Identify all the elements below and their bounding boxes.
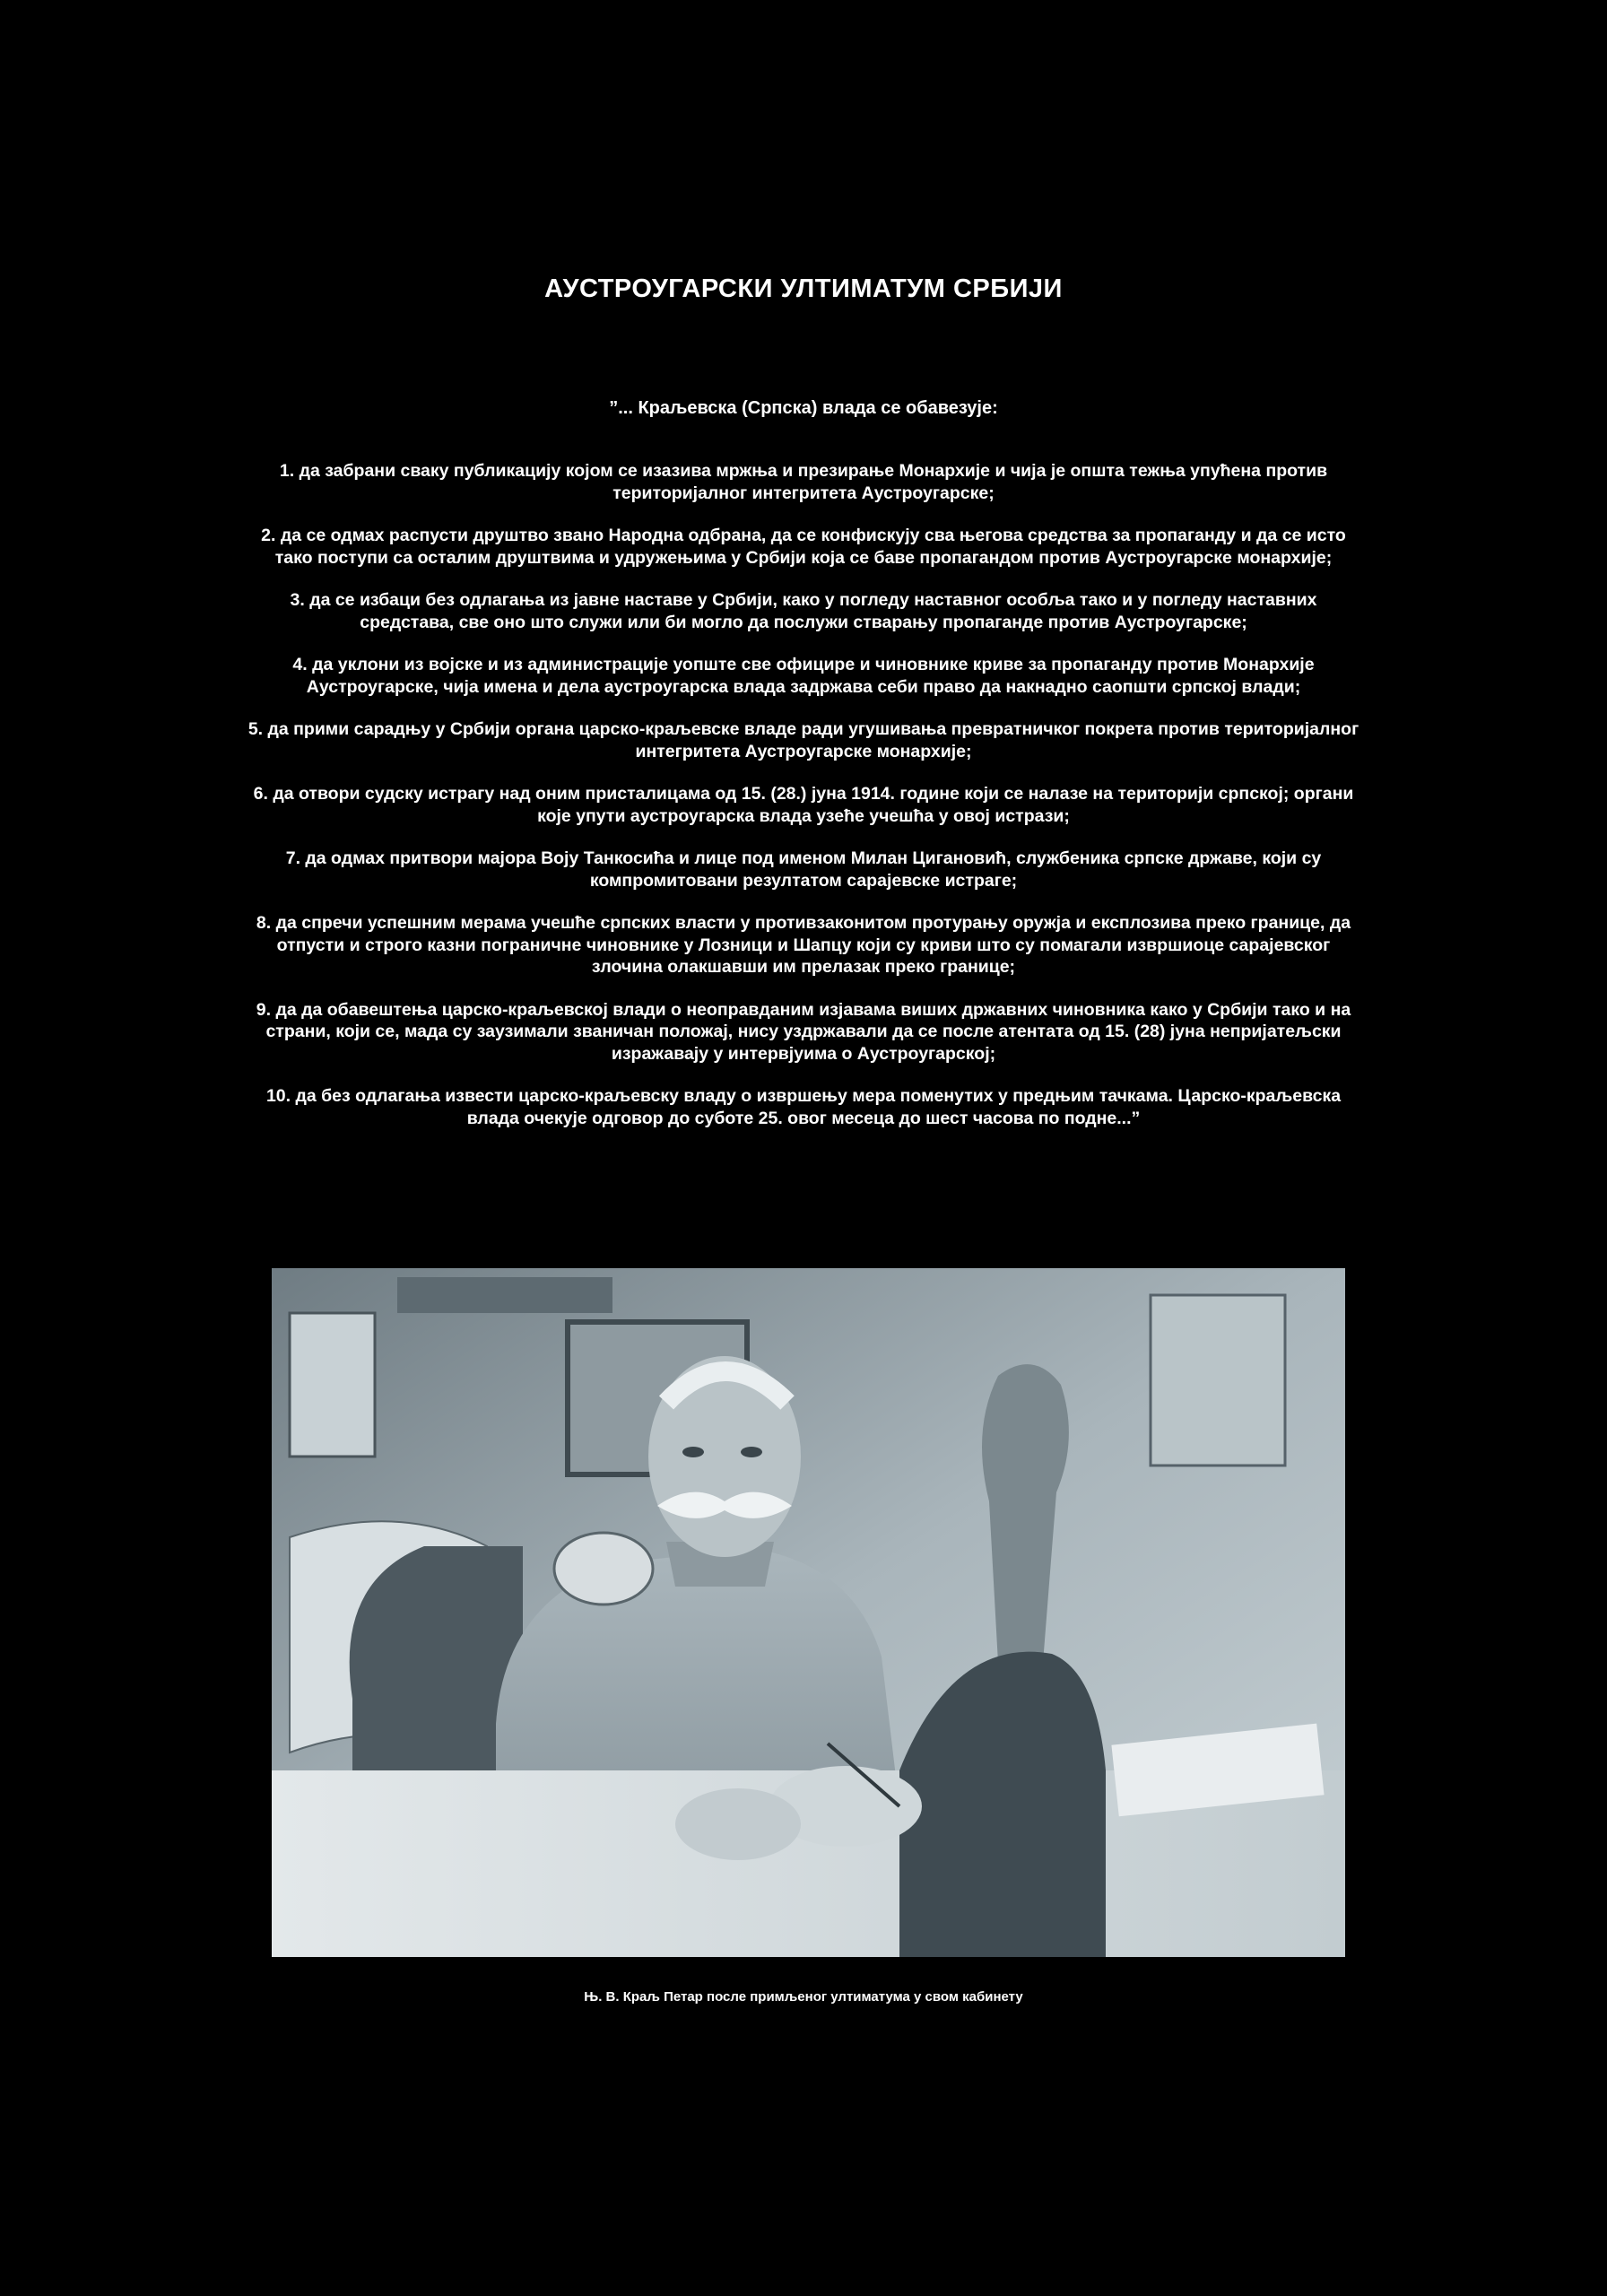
demand-item-3: 3. да се избаци без одлагања из јавне наставе у Србији, како у погледу наставног особља тако и у погледу наставних средстава, све оно што служи или би могло да послужи стварању пропаганде против Аустроугарске; [290, 590, 1317, 632]
demand-item-2: 2. да се одмах распусти друштво звано Народна одбрана, да се конфискују сва његова средства за пропаганду и да се исто тако поступи са осталим друштвима и удружењима у Србији која се баве пропагандом против Аустроугарске монархије; [261, 526, 1346, 568]
king-peter-photo [272, 1268, 1345, 1957]
page-title: АУСТРОУГАРСКИ УЛТИМАТУМ СРБИЈИ [544, 274, 1063, 303]
photo-illustration [272, 1268, 1345, 1957]
demand-item-9: 9. да да обавештења царско-краљевској влади о неоправданим изјавама виших државних чиновника како у Србији тако и на страни, који се, мада су заузимали званичан положај, нису уздржавали да се после атентата од 15. (28) јуна непријатељски изражавају у интервјуима о Аустроугарској; [256, 999, 1351, 1064]
demand-item-7: 7. да одмах притвори мајора Воју Танкосића и лице под именом Милан Цигановић, службеника српске државе, који су компромитовани резултатом сарајевске истраге; [285, 848, 1322, 891]
demand-item-5: 5. да прими сарадњу у Србији органа царско-краљевске владе ради угушивања превратничког покрета против територијалног интегритета Аустроугарске монархије; [248, 719, 1359, 761]
demand-item-4: 4. да уклони из војске и из администрације уопште све официре и чиновнике криве за пропаганду против Монархије Аустроугарске, чија имена и дела аустроугарска влада задржава себи право да накнадно саопшти српској влади; [292, 655, 1315, 697]
demand-item-6: 6. да отвори судску истрагу над оним присталицама од 15. (28.) јуна 1914. године који се налазе на територији српској; органи које упути аустроугарска влада узеће учешћа у овој истрази; [253, 784, 1354, 826]
photo-caption: Њ. В. Краљ Петар после примљеног ултиматума у свом кабинету [584, 1989, 1023, 2005]
demand-item-1: 1. да забрани сваку публикацију којом се изазива мржња и презирање Монархије и чија је општа тежња упућена против територијалног интегритета Аустроугарске; [279, 461, 1328, 503]
demands-list [242, 460, 1365, 1150]
demand-item-10: 10. да без одлагања извести царско-краљевску владу о извршењу мера поменутих у предњим тачкама. Царско-краљевска влада очекује одговор до суботе 25. овог месеца до шест часова по подне...” [265, 1086, 1342, 1128]
demand-item-8: 8. да спречи успешним мерама учешће српских власти у противзаконитом протурању оружја и експлозива преко границе, да отпусти и строго казни пограничне чиновнике у Лозници и Шапцу који су криви што су помагали извршиоце сарајевског злочина олакшавши им прелазак преко границе; [256, 913, 1351, 977]
ultimatum-intro: ”... Краљевска (Српска) влада се обавезује: [609, 398, 998, 418]
